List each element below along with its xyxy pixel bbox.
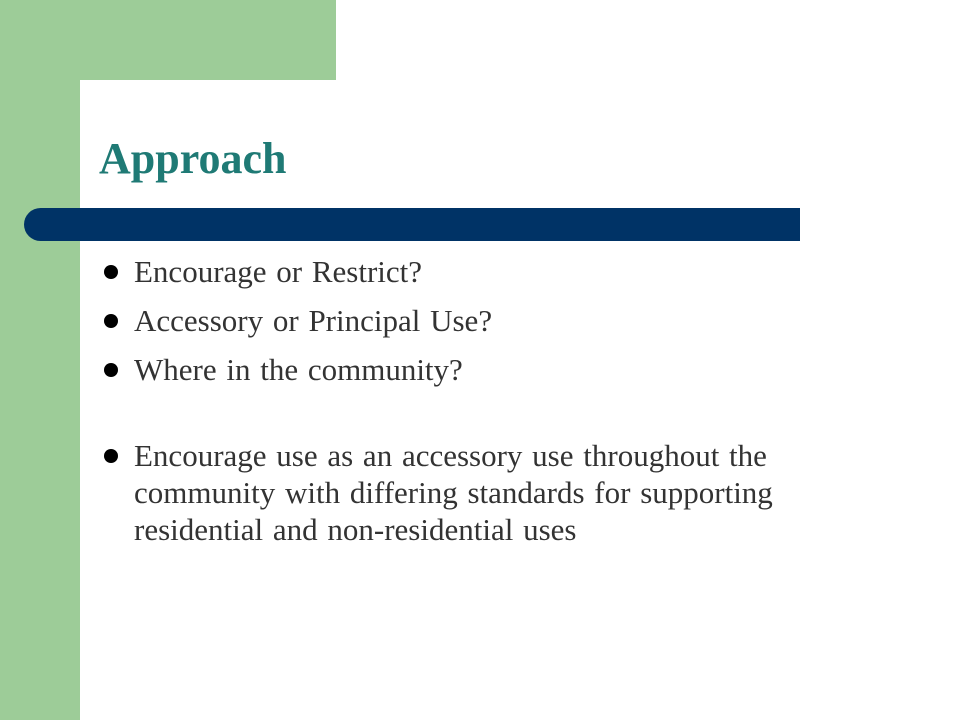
top-accent <box>0 0 336 80</box>
title-rule <box>24 208 800 241</box>
bullet-icon <box>104 314 118 328</box>
bullet-icon <box>104 363 118 377</box>
bullet-text: Encourage or Restrict? <box>134 254 423 289</box>
bullet-list <box>104 253 864 560</box>
bullet-item <box>104 437 864 548</box>
bullet-item <box>104 302 864 339</box>
bullet-text: Encourage use as an accessory use throughout the community with differing standards for supporting residential and non-residential uses <box>134 438 773 547</box>
bullet-item <box>104 253 864 290</box>
bullet-text: Where in the community? <box>134 352 463 387</box>
bullet-text: Accessory or Principal Use? <box>134 303 493 338</box>
bullet-icon <box>104 449 118 463</box>
bullet-item <box>104 351 864 388</box>
slide-title: Approach <box>99 134 287 183</box>
sidebar-accent <box>0 0 80 720</box>
bullet-icon <box>104 265 118 279</box>
